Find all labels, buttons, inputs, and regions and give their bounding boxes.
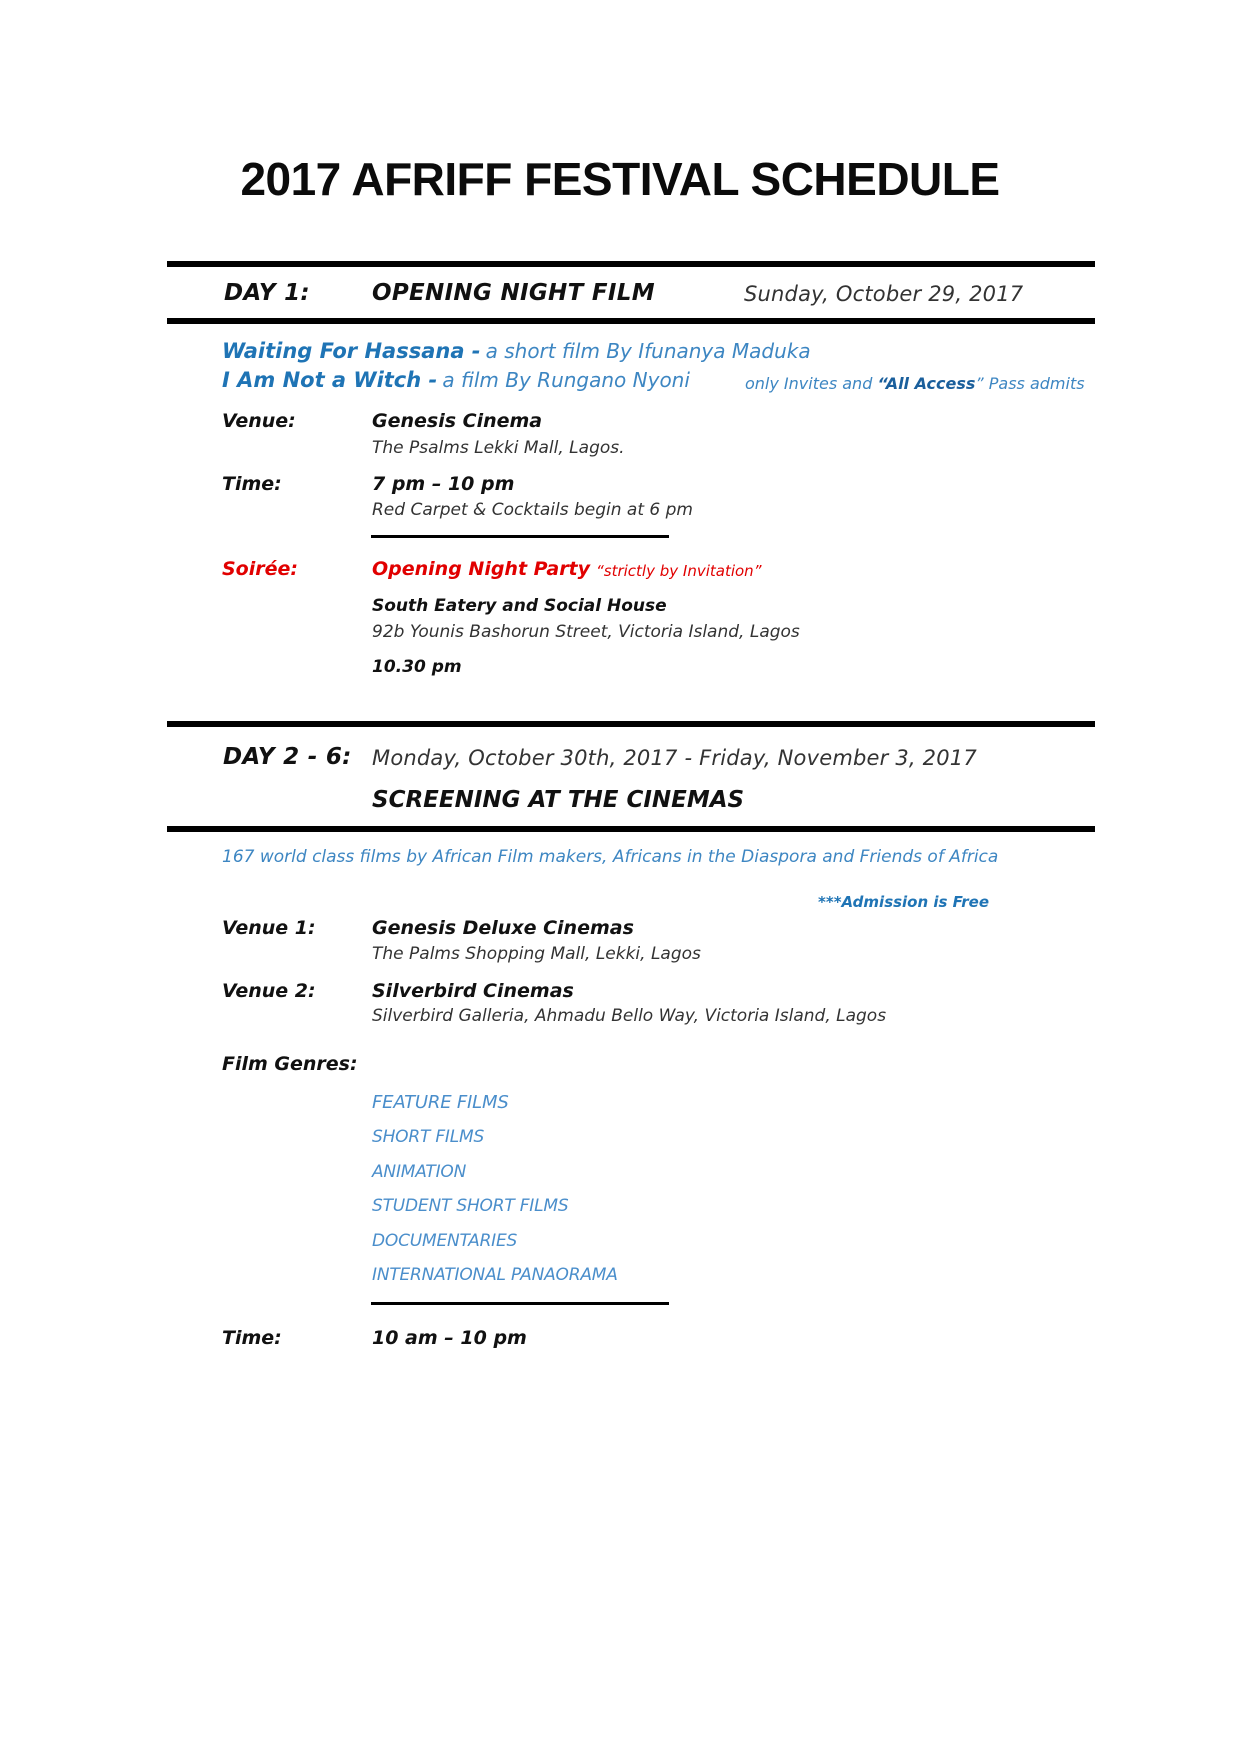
admission-text: only Invites and xyxy=(745,374,878,393)
film-line-1 xyxy=(222,339,811,363)
day1-heading: OPENING NIGHT FILM xyxy=(372,280,655,306)
admission-free: ***Admission is Free xyxy=(818,893,990,911)
time-label: Time: xyxy=(222,473,282,495)
divider-rule xyxy=(167,826,1095,832)
soiree-venue: South Eatery and Social House xyxy=(372,596,667,616)
soiree-time: 10.30 pm xyxy=(372,657,462,677)
day1-label: DAY 1: xyxy=(224,280,310,306)
venue1-name: Genesis Deluxe Cinemas xyxy=(372,917,634,939)
day2-heading: SCREENING AT THE CINEMAS xyxy=(372,787,745,813)
genre-item: DOCUMENTARIES xyxy=(372,1231,518,1251)
pass-name: All Access xyxy=(885,374,976,393)
time-label: Time: xyxy=(222,1327,282,1349)
soiree-title: Opening Night Party xyxy=(372,558,591,580)
genres-label: Film Genres: xyxy=(222,1053,358,1075)
divider-rule xyxy=(371,1302,669,1305)
film-title: I Am Not a Witch - xyxy=(222,368,438,392)
day2-label: DAY 2 - 6: xyxy=(223,744,352,770)
genre-item: SHORT FILMS xyxy=(372,1127,485,1147)
page-title: 2017 AFRIFF FESTIVAL SCHEDULE xyxy=(240,153,1000,205)
genre-item: INTERNATIONAL PANAORAMA xyxy=(372,1265,618,1285)
quote-mark: “ xyxy=(877,374,886,393)
divider-rule xyxy=(371,535,669,538)
divider-rule xyxy=(167,318,1095,324)
admission-text: Pass admits xyxy=(983,374,1085,393)
admission-note xyxy=(745,374,1085,393)
venue2-address: Silverbird Galleria, Ahmadu Bello Way, Victoria Island, Lagos xyxy=(372,1006,887,1026)
venue-label: Venue: xyxy=(222,410,296,432)
time-note: Red Carpet & Cocktails begin at 6 pm xyxy=(372,500,693,520)
venue-name: Genesis Cinema xyxy=(372,410,543,432)
soiree-note: “strictly by Invitation” xyxy=(596,562,762,580)
genre-item: ANIMATION xyxy=(372,1162,467,1182)
film-line-2 xyxy=(222,368,690,392)
soiree-address: 92b Younis Bashorun Street, Victoria Island, Lagos xyxy=(372,622,800,642)
venue2-label: Venue 2: xyxy=(222,980,316,1002)
soiree-label: Soirée: xyxy=(222,558,298,580)
divider-rule xyxy=(167,261,1095,267)
time-value: 10 am – 10 pm xyxy=(372,1327,527,1349)
divider-rule xyxy=(167,721,1095,727)
film-desc: a film By Rungano Nyoni xyxy=(442,368,690,392)
quote-mark: ” xyxy=(975,374,984,393)
film-desc: a short film By Ifunanya Maduka xyxy=(485,339,811,363)
genre-item: FEATURE FILMS xyxy=(372,1092,509,1113)
time-value: 7 pm – 10 pm xyxy=(372,473,515,495)
genre-item: STUDENT SHORT FILMS xyxy=(372,1196,569,1216)
film-title: Waiting For Hassana - xyxy=(222,339,481,363)
venue1-address: The Palms Shopping Mall, Lekki, Lagos xyxy=(372,944,701,964)
venue1-label: Venue 1: xyxy=(222,917,316,939)
day1-date: Sunday, October 29, 2017 xyxy=(744,282,1024,306)
venue-address: The Psalms Lekki Mall, Lagos. xyxy=(372,438,625,458)
tagline: 167 world class films by African Film makers, Africans in the Diaspora and Friends of Africa xyxy=(222,847,999,867)
day2-date: Monday, October 30th, 2017 - Friday, November 3, 2017 xyxy=(372,746,977,770)
venue2-name: Silverbird Cinemas xyxy=(372,980,574,1002)
